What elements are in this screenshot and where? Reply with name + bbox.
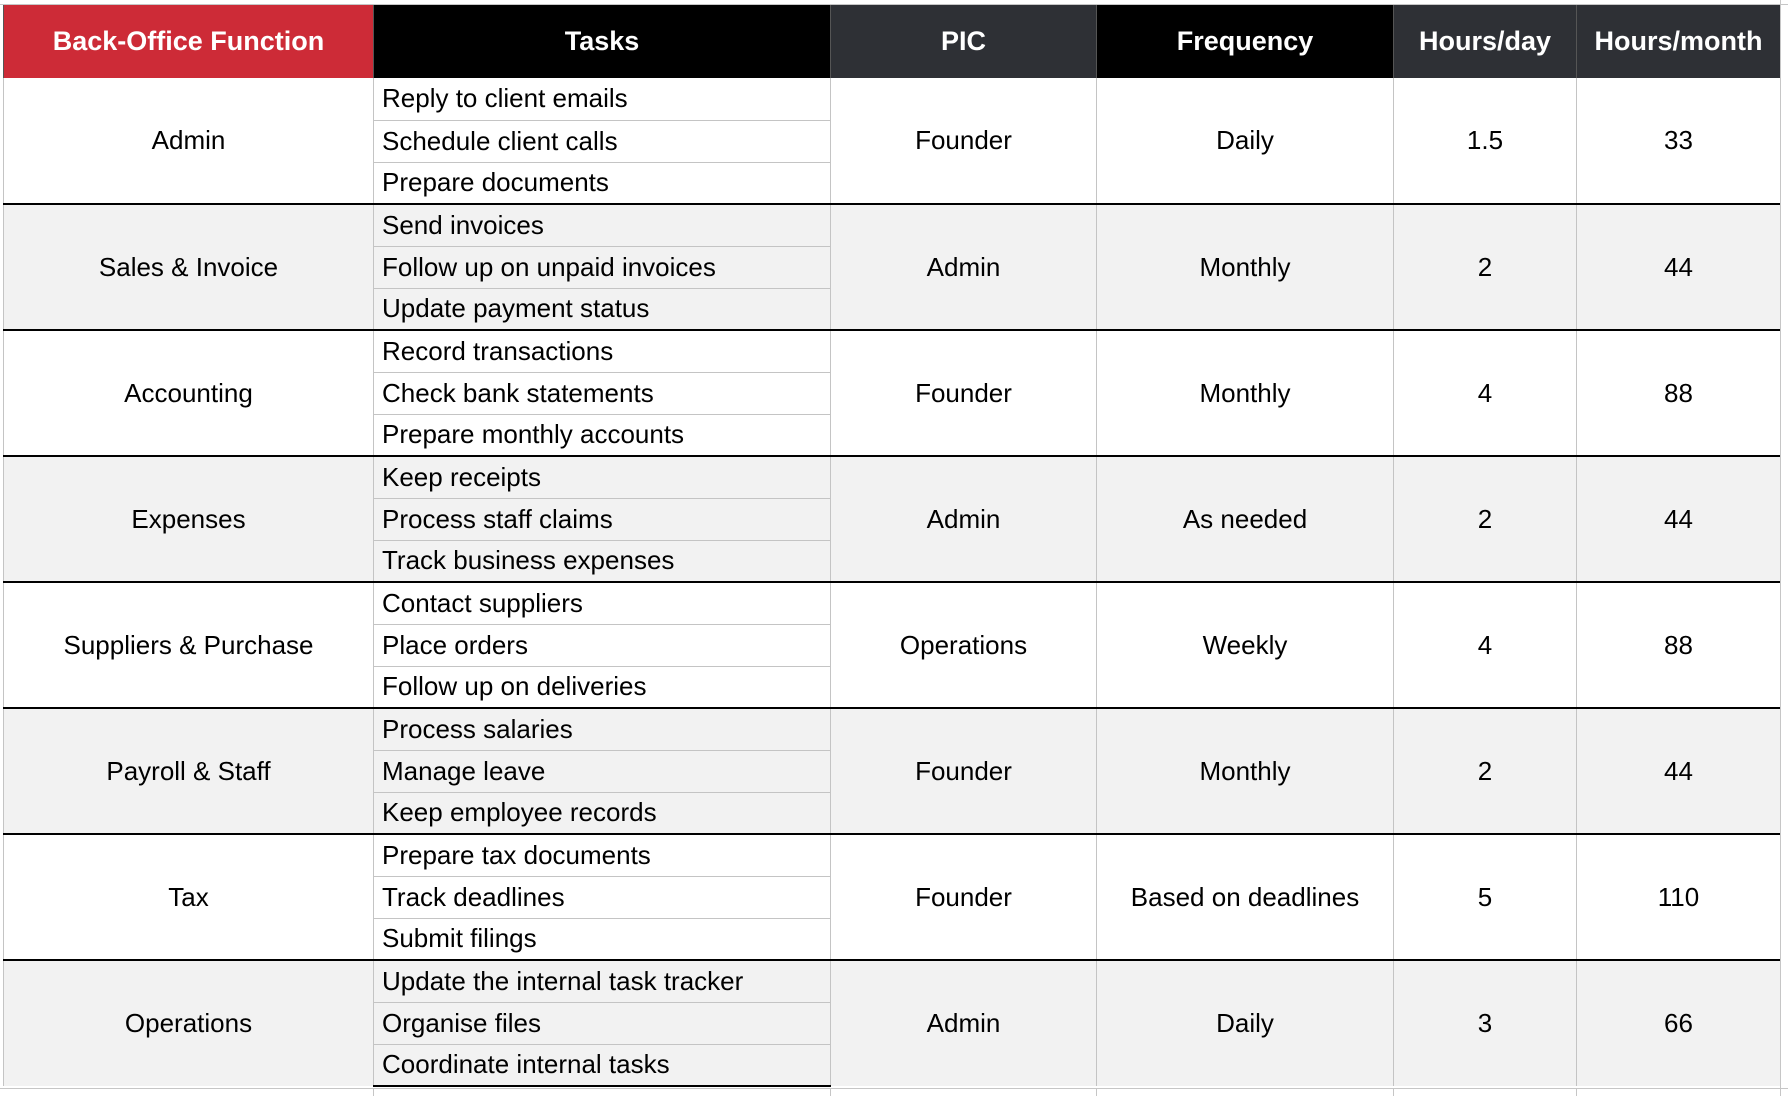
- task-cell[interactable]: Update the internal task tracker: [374, 960, 831, 1002]
- gridline-col-4: [1393, 1088, 1394, 1096]
- hours-day-cell[interactable]: 2: [1394, 456, 1577, 582]
- hours-day-cell[interactable]: 3: [1394, 960, 1577, 1086]
- header-frequency[interactable]: Frequency: [1097, 5, 1394, 78]
- table-body: [4, 78, 1781, 1086]
- hours-month-cell[interactable]: 88: [1577, 330, 1781, 456]
- task-cell[interactable]: Process salaries: [374, 708, 831, 750]
- task-cell[interactable]: Check bank statements: [374, 372, 831, 414]
- hours-month-cell[interactable]: 110: [1577, 834, 1781, 960]
- function-cell[interactable]: Sales & Invoice: [4, 204, 374, 330]
- pic-cell[interactable]: Operations: [831, 582, 1097, 708]
- frequency-cell[interactable]: Monthly: [1097, 204, 1394, 330]
- task-cell[interactable]: Follow up on deliveries: [374, 666, 831, 708]
- task-cell[interactable]: Track deadlines: [374, 876, 831, 918]
- back-office-table: [3, 5, 1781, 1087]
- gridline-col-2: [830, 1088, 831, 1096]
- task-cell[interactable]: Send invoices: [374, 204, 831, 246]
- task-cell[interactable]: Track business expenses: [374, 540, 831, 582]
- hours-month-cell[interactable]: 66: [1577, 960, 1781, 1086]
- task-cell[interactable]: Update payment status: [374, 288, 831, 330]
- pic-cell[interactable]: Founder: [831, 834, 1097, 960]
- task-cell[interactable]: Schedule client calls: [374, 120, 831, 162]
- hours-day-cell[interactable]: 4: [1394, 330, 1577, 456]
- pic-cell[interactable]: Founder: [831, 708, 1097, 834]
- header-tasks[interactable]: Tasks: [374, 5, 831, 78]
- hours-day-cell[interactable]: 5: [1394, 834, 1577, 960]
- task-cell[interactable]: Contact suppliers: [374, 582, 831, 624]
- header-hours-per-day[interactable]: Hours/day: [1394, 5, 1577, 78]
- gridline-col-1: [373, 1088, 374, 1096]
- gridline-right: [1780, 0, 1788, 1096]
- hours-day-cell[interactable]: 4: [1394, 582, 1577, 708]
- function-cell[interactable]: Expenses: [4, 456, 374, 582]
- gridline-col-3: [1096, 1088, 1097, 1096]
- task-cell[interactable]: Prepare monthly accounts: [374, 414, 831, 456]
- pic-cell[interactable]: Founder: [831, 330, 1097, 456]
- hours-month-cell[interactable]: 44: [1577, 456, 1781, 582]
- frequency-cell[interactable]: Monthly: [1097, 330, 1394, 456]
- task-cell[interactable]: Reply to client emails: [374, 78, 831, 120]
- table-row: [4, 204, 1781, 246]
- table-row: [4, 582, 1781, 624]
- table-row: [4, 708, 1781, 750]
- hours-month-cell[interactable]: 33: [1577, 78, 1781, 204]
- task-cell[interactable]: Manage leave: [374, 750, 831, 792]
- task-cell[interactable]: Prepare tax documents: [374, 834, 831, 876]
- function-cell[interactable]: Admin: [4, 78, 374, 204]
- header-hours-per-month[interactable]: Hours/month: [1577, 5, 1781, 78]
- task-cell[interactable]: Organise files: [374, 1002, 831, 1044]
- table-row: [4, 960, 1781, 1002]
- header-pic[interactable]: PIC: [831, 5, 1097, 78]
- hours-month-cell[interactable]: 44: [1577, 204, 1781, 330]
- function-cell[interactable]: Tax: [4, 834, 374, 960]
- task-cell[interactable]: Submit filings: [374, 918, 831, 960]
- function-cell[interactable]: Operations: [4, 960, 374, 1086]
- task-cell[interactable]: Follow up on unpaid invoices: [374, 246, 831, 288]
- function-cell[interactable]: Accounting: [4, 330, 374, 456]
- table-row: [4, 456, 1781, 498]
- hours-day-cell[interactable]: 1.5: [1394, 78, 1577, 204]
- table-row: [4, 330, 1781, 372]
- pic-cell[interactable]: Admin: [831, 204, 1097, 330]
- function-cell[interactable]: Suppliers & Purchase: [4, 582, 374, 708]
- pic-cell[interactable]: Admin: [831, 960, 1097, 1086]
- pic-cell[interactable]: Founder: [831, 78, 1097, 204]
- task-cell[interactable]: Process staff claims: [374, 498, 831, 540]
- task-cell[interactable]: Place orders: [374, 624, 831, 666]
- gridline-col-5: [1576, 1088, 1577, 1096]
- frequency-cell[interactable]: Daily: [1097, 78, 1394, 204]
- task-cell[interactable]: Prepare documents: [374, 162, 831, 204]
- frequency-cell[interactable]: Weekly: [1097, 582, 1394, 708]
- frequency-cell[interactable]: Based on deadlines: [1097, 834, 1394, 960]
- frequency-cell[interactable]: Daily: [1097, 960, 1394, 1086]
- frequency-cell[interactable]: As needed: [1097, 456, 1394, 582]
- table-row: [4, 834, 1781, 876]
- task-cell[interactable]: Coordinate internal tasks: [374, 1044, 831, 1086]
- hours-day-cell[interactable]: 2: [1394, 708, 1577, 834]
- hours-day-cell[interactable]: 2: [1394, 204, 1577, 330]
- table-row: [4, 78, 1781, 120]
- task-cell[interactable]: Keep employee records: [374, 792, 831, 834]
- task-cell[interactable]: Keep receipts: [374, 456, 831, 498]
- pic-cell[interactable]: Admin: [831, 456, 1097, 582]
- header-row: [4, 5, 1781, 78]
- function-cell[interactable]: Payroll & Staff: [4, 708, 374, 834]
- hours-month-cell[interactable]: 44: [1577, 708, 1781, 834]
- task-cell[interactable]: Record transactions: [374, 330, 831, 372]
- frequency-cell[interactable]: Monthly: [1097, 708, 1394, 834]
- hours-month-cell[interactable]: 88: [1577, 582, 1781, 708]
- gridline-bottom: [0, 1088, 1788, 1096]
- header-back-office-function[interactable]: Back-Office Function: [4, 5, 374, 78]
